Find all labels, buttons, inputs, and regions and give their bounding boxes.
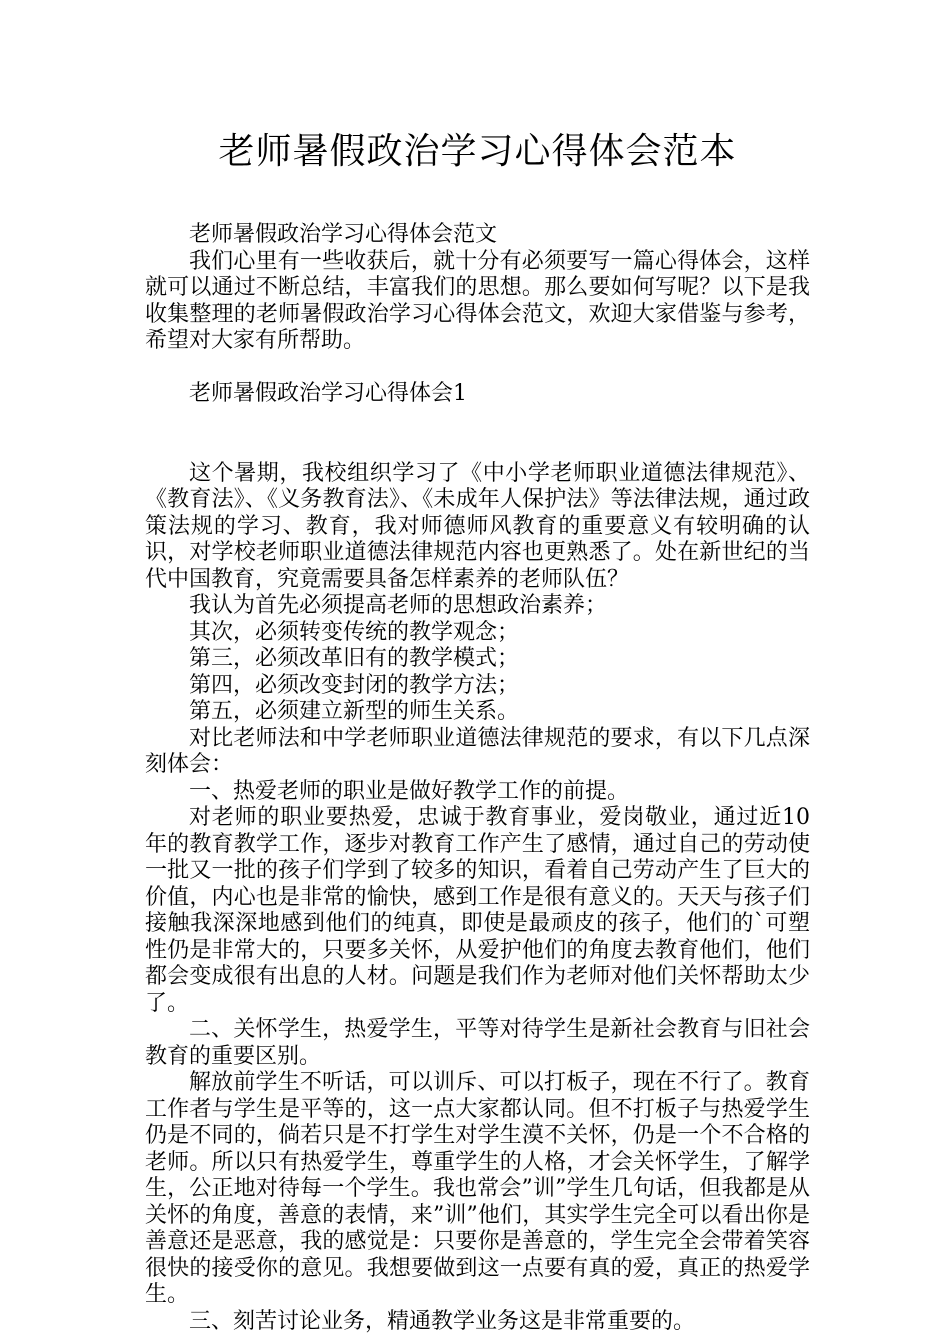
paragraph: 第五，必须建立新型的师生关系。 (189, 699, 520, 724)
document-title: 老师暑假政治学习心得体会范本 (218, 131, 737, 172)
paragraph: 第四，必须改变封闭的教学方法； (189, 672, 520, 698)
blank-line (145, 408, 810, 435)
section-heading: 老师暑假政治学习心得体会1 (189, 381, 467, 406)
paragraph: 我认为首先必须提高老师的思想政治素养； (189, 593, 608, 618)
document-page (145, 128, 810, 1335)
paragraph: 解放前学生不听话，可以训斥、可以打板子，现在不行了。教育工作者与学生是平等的，这一点大家都认同。但不打板子与热爱学生仍是不同的，倘若只是不打学生对学生漠不关怀，仍是一个不合格的老师。所以只有热爱学生，尊重学生的人格，才会关怀学生，了解学生，公正地对待每一个学生。我也常会”训”学生几句话，但我都是从关怀的角度，善意的表情，来”训”他们，其实学生完全可以看出你是善意还是恶意，我的感觉是：只要你是善意的，学生完全会带着笑容很快的接受你的意见。我想要做到这一点要有真的爱，真正的热爱学生。 (145, 1070, 810, 1307)
paragraph: 二、关怀学生，热爱学生，平等对待学生是新社会教育与旧社会教育的重要区别。 (145, 1017, 810, 1069)
paragraph: 对比老师法和中学老师职业道德法律规范的要求，有以下几点深刻体会： (145, 725, 810, 777)
document-body (145, 222, 810, 1335)
paragraph: 三、刻苦讨论业务，精通教学业务这是非常重要的。 (189, 1308, 696, 1334)
blank-line (145, 355, 810, 382)
paragraph: 其次，必须转变传统的教学观念； (189, 619, 520, 645)
paragraph: 这个暑期，我校组织学习了《中小学老师职业道德法律规范》、《教育法》、《义务教育法》、《未成年人保护法》等法律法规，通过政策法规的学习、教育，我对师德师风教育的重要意义有较明确的认识，对学校老师职业道德法律规范内容也更熟悉了。处在新世纪的当代中国教育，究竟需要具备怎样素养的老师队伍？ (145, 460, 810, 592)
paragraph: 对老师的职业要热爱，忠诚于教育事业，爱岗敬业，通过近10年的教育教学工作，逐步对教育工作产生了感情，通过自己的劳动使一批又一批的孩子们学到了较多的知识，看着自己劳动产生了巨大的价值，内心也是非常的愉快，感到工作是很有意义的。天天与孩子们接触我深深地感到他们的纯真，即使是最顽皮的孩子，他们的`可塑性仍是非常大的，只要多关怀，从爱护他们的角度去教育他们，他们都会变成很有出息的人材。问题是我们作为老师对他们关怀帮助太少了。 (145, 805, 810, 1016)
paragraph: 我们心里有一些收获后，就十分有必须要写一篇心得体会，这样就可以通过不断总结，丰富我们的思想。那么要如何写呢？以下是我收集整理的老师暑假政治学习心得体会范文，欢迎大家借鉴与参考，希望对大家有所帮助。 (145, 248, 810, 353)
blank-line (145, 434, 810, 461)
paragraph: 第三，必须改革旧有的教学模式； (189, 646, 520, 671)
paragraph: 老师暑假政治学习心得体会范文 (189, 222, 498, 247)
paragraph: 一、热爱老师的职业是做好教学工作的前提。 (189, 778, 630, 804)
